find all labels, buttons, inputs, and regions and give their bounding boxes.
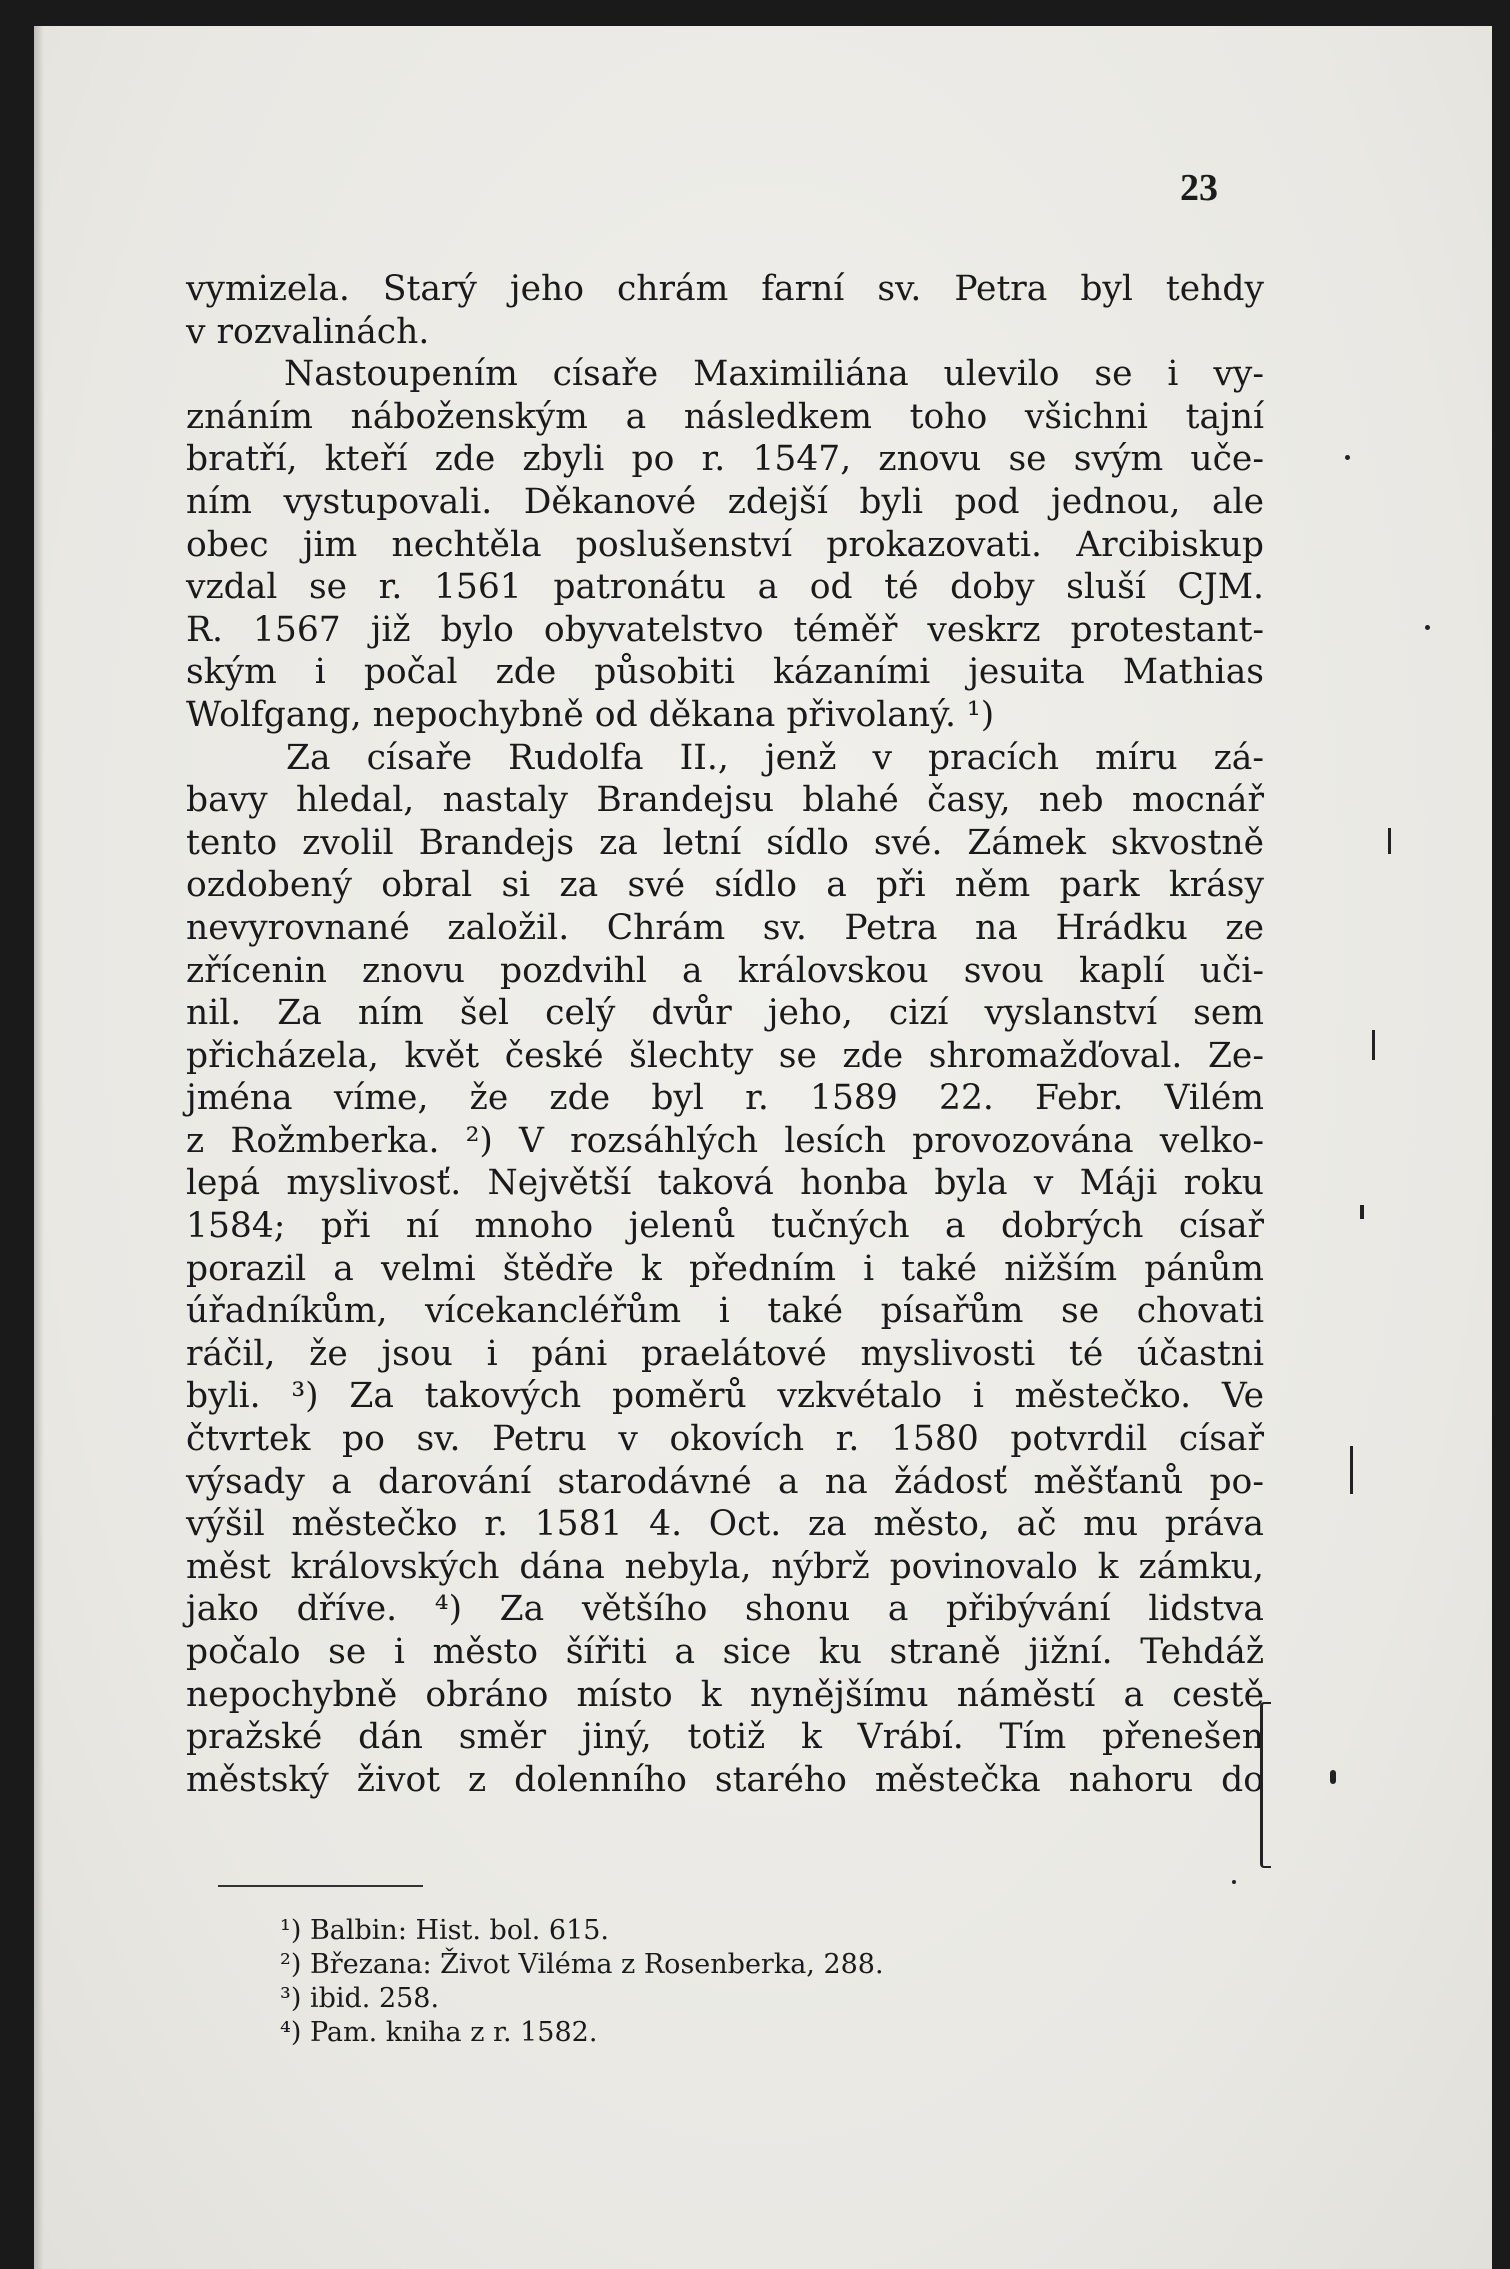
footnote: ⁴) Pam. kniha z r. 1582. bbox=[280, 2017, 598, 2048]
margin-speck bbox=[1350, 1446, 1353, 1494]
footnote-divider bbox=[218, 1885, 423, 1887]
text-line: ráčil, že jsou i páni praelátové myslivosti té účastni bbox=[186, 1333, 1264, 1374]
text-line: úřadníkům, vícekancléřům i také písařům se chovati bbox=[186, 1291, 1264, 1332]
text-line: znáním náboženským a následkem toho všichni tajní bbox=[186, 396, 1264, 437]
text-line: bratří, kteří zde zbyli po r. 1547, znovu se svým uče- bbox=[186, 439, 1264, 480]
text-line: výsady a darování starodávné a na žádosť měšťanů po- bbox=[186, 1461, 1264, 1502]
footnote: ²) Březana: Život Viléma z Rosenberka, 288. bbox=[280, 1949, 884, 1980]
text-line: Za císaře Rudolfa II., jenž v pracích míru zá- bbox=[286, 737, 1264, 778]
text-line: výšil městečko r. 1581 4. Oct. za město, ač mu práva bbox=[186, 1504, 1264, 1545]
margin-speck bbox=[1360, 1205, 1364, 1219]
text-line: nevyrovnané založil. Chrám sv. Petra na Hrádku ze bbox=[186, 907, 1264, 948]
margin-speck bbox=[1372, 1030, 1375, 1060]
text-line: jména víme, že zde byl r. 1589 22. Febr. Vilém bbox=[186, 1078, 1264, 1119]
text-line: R. 1567 již bylo obyvatelstvo téměř veskrz protestant- bbox=[186, 609, 1264, 650]
margin-speck bbox=[1388, 828, 1391, 854]
footnote: ¹) Balbin: Hist. bol. 615. bbox=[280, 1915, 610, 1946]
text-line: lepá myslivosť. Největší taková honba byla v Máji roku bbox=[186, 1163, 1264, 1204]
footnote: ³) ibid. 258. bbox=[280, 1983, 440, 2014]
text-line: zřícenin znovu pozdvihl a královskou svou kaplí uči- bbox=[186, 950, 1264, 991]
text-line: pražské dán směr jiný, totiž k Vrábí. Tím přenešen bbox=[186, 1717, 1264, 1758]
text-line: vzdal se r. 1561 patronátu a od té doby sluší CJM. bbox=[186, 567, 1264, 608]
text-line: čtvrtek po sv. Petru v okovích r. 1580 potvrdil císař bbox=[186, 1419, 1264, 1460]
text-line: tento zvolil Brandejs za letní sídlo své. Zámek skvostně bbox=[186, 822, 1264, 863]
text-line: 1584; při ní mnoho jelenů tučných a dobrých císař bbox=[186, 1206, 1264, 1247]
text-line: Nastoupením císaře Maximiliána ulevilo se i vy- bbox=[284, 354, 1264, 395]
text-line: ským i počal zde působiti kázaními jesuita Mathias bbox=[186, 652, 1264, 693]
text-line: přicházela, květ české šlechty se zde shromažďoval. Ze- bbox=[186, 1035, 1264, 1076]
page-edge-shadow bbox=[34, 26, 44, 2269]
page-number: 23 bbox=[1180, 167, 1218, 209]
margin-speck bbox=[1345, 455, 1350, 460]
text-line: vymizela. Starý jeho chrám farní sv. Petra byl tehdy bbox=[186, 269, 1264, 309]
text-line: v rozvalinách. bbox=[186, 311, 430, 352]
text-line: Wolfgang, nepochybně od děkana přivolaný. ¹) bbox=[186, 694, 995, 735]
text-line: porazil a velmi štědře k předním i také nižším pánům bbox=[186, 1248, 1264, 1289]
footnotes bbox=[280, 1914, 884, 2050]
text-line: městský život z dolenního starého městečka nahoru do bbox=[186, 1759, 1264, 1800]
text-line: nil. Za ním šel celý dvůr jeho, cizí vyslanství sem bbox=[186, 993, 1264, 1034]
margin-speck bbox=[1330, 1770, 1336, 1784]
margin-speck bbox=[1425, 625, 1430, 630]
text-line: ozdobený obral si za své sídlo a při něm park krásy bbox=[186, 865, 1264, 906]
text-line: jako dříve. ⁴) Za většího shonu a přibývání lidstva bbox=[186, 1589, 1264, 1630]
text-line: obec jim nechtěla poslušenství prokazovati. Arcibiskup bbox=[186, 524, 1264, 565]
text-line: bavy hledal, nastaly Brandejsu blahé časy, neb mocnář bbox=[186, 780, 1264, 821]
margin-speck bbox=[1232, 1880, 1236, 1884]
text-line: měst královských dána nebyla, nýbrž povinovalo k zámku, bbox=[186, 1546, 1264, 1587]
text-line: ním vystupovali. Děkanové zdejší byli pod jednou, ale bbox=[186, 481, 1264, 522]
margin-bracket-mark bbox=[1260, 1702, 1271, 1868]
text-line: byli. ³) Za takových poměrů vzkvétalo i městečko. Ve bbox=[186, 1376, 1264, 1417]
text-line: počalo se i město šířiti a sice ku straně jižní. Tehdáž bbox=[186, 1632, 1264, 1672]
text-line: nepochybně obráno místo k nynějšímu náměstí a cestě bbox=[186, 1674, 1264, 1715]
text-line: z Rožmberka. ²) V rozsáhlých lesích provozována velko- bbox=[186, 1120, 1264, 1161]
body-text bbox=[186, 268, 1264, 1801]
